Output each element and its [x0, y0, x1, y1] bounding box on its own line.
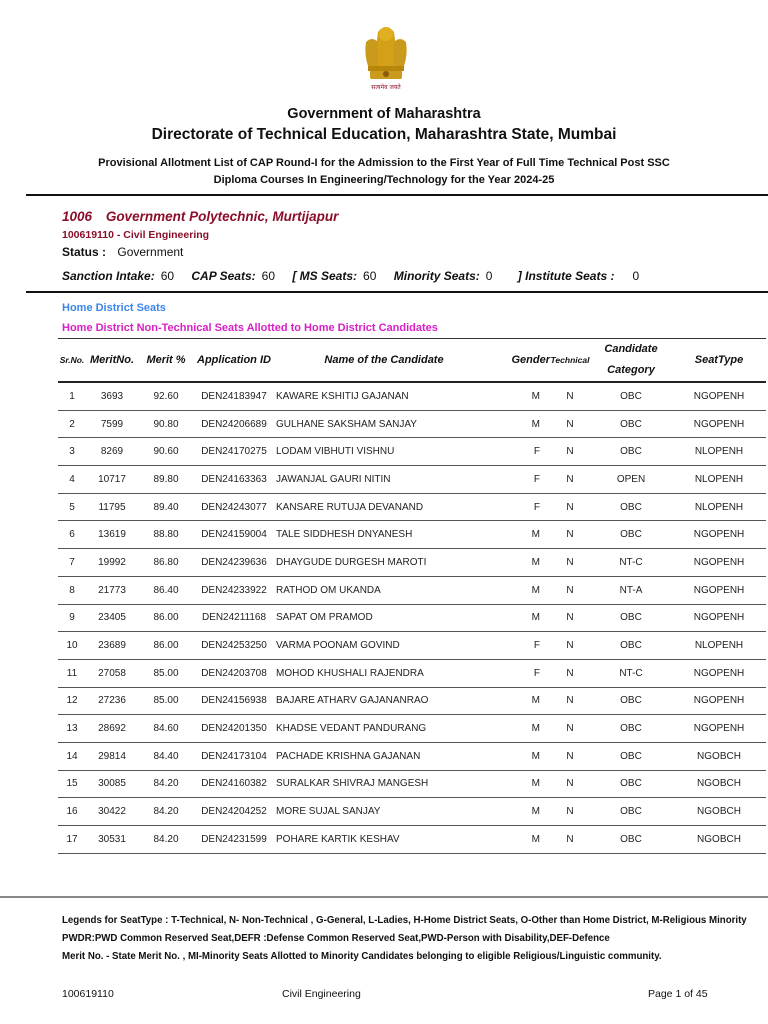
cell-seat-type: NGOPENH: [672, 382, 766, 410]
cell-seat-type: NGOPENH: [672, 604, 766, 632]
cell-seat-type: NGOPENH: [672, 576, 766, 604]
cell-category: OBC: [590, 521, 672, 549]
table-row: [58, 410, 766, 438]
cell-srno: 1: [58, 382, 86, 410]
cell-seat-type: NGOPENH: [672, 410, 766, 438]
col-technical: Technical: [550, 339, 590, 383]
cell-merit-pct: 84.20: [138, 798, 194, 826]
cell-seat-type: NGOBCH: [672, 798, 766, 826]
table-row: [58, 466, 766, 494]
cell-seat-type: NLOPENH: [672, 466, 766, 494]
cell-candidate-name: MOHOD KHUSHALI RAJENDRA: [274, 659, 494, 687]
cell-merit-no: 21773: [86, 576, 138, 604]
cell-srno: 10: [58, 632, 86, 660]
cell-technical: N: [550, 742, 590, 770]
cell-gender: F: [494, 493, 550, 521]
table-row: [58, 604, 766, 632]
cell-technical: N: [550, 466, 590, 494]
ms-seats-value: 60: [363, 269, 377, 283]
col-category: [590, 339, 672, 383]
cell-gender: M: [494, 410, 550, 438]
cell-merit-pct: 88.80: [138, 521, 194, 549]
cell-seat-type: NGOPENH: [672, 715, 766, 743]
section-divider: [26, 291, 768, 293]
col-candidate-name: Name of the Candidate: [274, 339, 494, 383]
sanction-intake-label: Sanction Intake:: [62, 269, 155, 283]
cell-merit-no: 28692: [86, 715, 138, 743]
sanction-intake-value: 60: [160, 269, 175, 283]
table-row: [58, 687, 766, 715]
status-label: Status :: [62, 245, 107, 259]
page-number: Page 1 of 45: [648, 988, 708, 1000]
cell-candidate-name: KAWARE KSHITIJ GAJANAN: [274, 382, 494, 410]
cell-gender: F: [494, 438, 550, 466]
table-row: [58, 798, 766, 826]
table-row: [58, 493, 766, 521]
cell-srno: 2: [58, 410, 86, 438]
subtitle-line-1: Provisional Allotment List of CAP Round-I for the Admission to the First Year of Full Time Technical Post SSC: [98, 157, 670, 169]
cell-srno: 15: [58, 770, 86, 798]
cell-seat-type: NGOPENH: [672, 521, 766, 549]
cell-candidate-name: KHADSE VEDANT PANDURANG: [274, 715, 494, 743]
cell-technical: N: [550, 438, 590, 466]
cell-merit-no: 30531: [86, 826, 138, 854]
col-category-line1: Candidate: [604, 343, 658, 355]
col-category-line2: Category: [607, 364, 655, 376]
cell-category: OBC: [590, 438, 672, 466]
cell-candidate-name: MORE SUJAL SANJAY: [274, 798, 494, 826]
cell-application-id: DEN24211168: [194, 604, 274, 632]
cell-srno: 16: [58, 798, 86, 826]
cell-merit-no: 13619: [86, 521, 138, 549]
cell-technical: N: [550, 410, 590, 438]
allotment-table: [58, 338, 766, 854]
cell-technical: N: [550, 604, 590, 632]
cell-candidate-name: SAPAT OM PRAMOD: [274, 604, 494, 632]
cell-gender: F: [494, 632, 550, 660]
cell-seat-type: NLOPENH: [672, 438, 766, 466]
cell-seat-type: NGOBCH: [672, 826, 766, 854]
cell-application-id: DEN24206689: [194, 410, 274, 438]
institute-name: Government Polytechnic, Murtijapur: [105, 209, 339, 224]
table-row: [58, 826, 766, 854]
cell-gender: F: [494, 659, 550, 687]
cell-merit-no: 8269: [86, 438, 138, 466]
table-row: [58, 659, 766, 687]
cell-category: OBC: [590, 742, 672, 770]
cell-candidate-name: JAWANJAL GAURI NITIN: [274, 466, 494, 494]
cell-application-id: DEN24160382: [194, 770, 274, 798]
cell-technical: N: [550, 549, 590, 577]
cell-application-id: DEN24159004: [194, 521, 274, 549]
table-row: [58, 382, 766, 410]
cell-seat-type: NLOPENH: [672, 632, 766, 660]
cell-application-id: DEN24170275: [194, 438, 274, 466]
cell-candidate-name: PACHADE KRISHNA GAJANAN: [274, 742, 494, 770]
cell-application-id: DEN24233922: [194, 576, 274, 604]
table-header-row: [58, 339, 766, 383]
cell-merit-pct: 84.60: [138, 715, 194, 743]
cell-merit-pct: 86.80: [138, 549, 194, 577]
col-seat-type: SeatType: [672, 339, 766, 383]
institute-seats-value: 0: [632, 269, 640, 283]
cell-merit-no: 19992: [86, 549, 138, 577]
cell-candidate-name: TALE SIDDHESH DNYANESH: [274, 521, 494, 549]
cell-gender: M: [494, 382, 550, 410]
cell-srno: 6: [58, 521, 86, 549]
cell-gender: F: [494, 466, 550, 494]
cell-category: OBC: [590, 687, 672, 715]
cap-seats-label: CAP Seats:: [191, 269, 256, 283]
cell-category: OPEN: [590, 466, 672, 494]
document-subtitle: [60, 155, 708, 189]
cell-candidate-name: SURALKAR SHIVRAJ MANGESH: [274, 770, 494, 798]
directorate-title: Directorate of Technical Education, Maharashtra State, Mumbai: [151, 126, 617, 143]
cell-technical: N: [550, 715, 590, 743]
minority-seats-label: Minority Seats:: [393, 269, 480, 283]
cell-technical: N: [550, 632, 590, 660]
cell-application-id: DEN24163363: [194, 466, 274, 494]
cell-merit-no: 27058: [86, 659, 138, 687]
cell-gender: M: [494, 770, 550, 798]
cell-application-id: DEN24231599: [194, 826, 274, 854]
section-subtitle: Home District Non-Technical Seats Allotted to Home District Candidates: [62, 322, 438, 334]
cell-technical: N: [550, 770, 590, 798]
cell-merit-no: 23405: [86, 604, 138, 632]
table-row: [58, 742, 766, 770]
cell-merit-no: 30085: [86, 770, 138, 798]
cell-srno: 7: [58, 549, 86, 577]
cell-merit-no: 29814: [86, 742, 138, 770]
cell-technical: N: [550, 826, 590, 854]
cell-technical: N: [550, 521, 590, 549]
cell-category: OBC: [590, 632, 672, 660]
cell-merit-pct: 84.20: [138, 770, 194, 798]
svg-text:सत्यमेव जयते: सत्यमेव जयते: [371, 84, 401, 91]
footer-course-code: 100619110: [62, 988, 114, 1000]
col-merit-pct: Merit %: [138, 339, 194, 383]
cell-technical: N: [550, 687, 590, 715]
cell-application-id: DEN24243077: [194, 493, 274, 521]
cell-srno: 17: [58, 826, 86, 854]
institute-heading: [62, 209, 348, 224]
cell-gender: M: [494, 798, 550, 826]
ashoka-emblem-icon: [356, 18, 416, 92]
cell-gender: M: [494, 604, 550, 632]
legend-line-3: Merit No. - State Merit No. , MI-Minority Seats Allotted to Minority Candidates belonging to eligible Religious/Linguistic community.: [62, 951, 662, 962]
cell-merit-no: 30422: [86, 798, 138, 826]
cell-category: OBC: [590, 826, 672, 854]
cell-candidate-name: GULHANE SAKSHAM SANJAY: [274, 410, 494, 438]
legend-line-1: Legends for SeatType : T-Technical, N- Non-Technical , G-General, L-Ladies, H-Home District Seats, O-Other than Home District, M-Religious Minority: [62, 915, 747, 926]
cell-gender: M: [494, 521, 550, 549]
cell-application-id: DEN24173104: [194, 742, 274, 770]
cell-merit-pct: 86.00: [138, 632, 194, 660]
table-row: [58, 770, 766, 798]
institute-code: 1006: [62, 209, 93, 224]
col-application-id: Application ID: [194, 339, 274, 383]
cell-merit-pct: 84.40: [138, 742, 194, 770]
cell-category: OBC: [590, 798, 672, 826]
institute-seats-label: ] Institute Seats :: [517, 269, 615, 283]
cell-srno: 8: [58, 576, 86, 604]
cell-application-id: DEN24203708: [194, 659, 274, 687]
cell-merit-pct: 86.40: [138, 576, 194, 604]
cell-merit-no: 11795: [86, 493, 138, 521]
cell-srno: 14: [58, 742, 86, 770]
cell-seat-type: NGOPENH: [672, 549, 766, 577]
cell-merit-no: 23689: [86, 632, 138, 660]
cell-seat-type: NGOPENH: [672, 659, 766, 687]
cell-srno: 11: [58, 659, 86, 687]
institute-status: [62, 245, 183, 259]
cell-category: OBC: [590, 715, 672, 743]
cell-seat-type: NLOPENH: [672, 493, 766, 521]
table-row: [58, 521, 766, 549]
legend: [62, 912, 747, 966]
cell-category: NT-C: [590, 549, 672, 577]
cell-gender: M: [494, 549, 550, 577]
table-row: [58, 576, 766, 604]
cell-srno: 4: [58, 466, 86, 494]
government-title: Government of Maharashtra: [287, 106, 481, 122]
cell-seat-type: NGOBCH: [672, 742, 766, 770]
cell-application-id: DEN24204252: [194, 798, 274, 826]
cell-candidate-name: RATHOD OM UKANDA: [274, 576, 494, 604]
cell-merit-no: 3693: [86, 382, 138, 410]
cell-merit-no: 7599: [86, 410, 138, 438]
footer-divider: [0, 896, 768, 898]
cell-merit-no: 10717: [86, 466, 138, 494]
cell-srno: 9: [58, 604, 86, 632]
table-row: [58, 549, 766, 577]
col-merit-no: MeritNo.: [86, 339, 138, 383]
cell-category: NT-C: [590, 659, 672, 687]
cell-category: NT-A: [590, 576, 672, 604]
cell-candidate-name: VARMA POONAM GOVIND: [274, 632, 494, 660]
cell-merit-pct: 89.40: [138, 493, 194, 521]
cell-technical: N: [550, 576, 590, 604]
seat-summary: [62, 269, 653, 283]
col-gender: Gender: [494, 339, 550, 383]
cell-srno: 13: [58, 715, 86, 743]
cell-merit-pct: 85.00: [138, 659, 194, 687]
cap-seats-value: 60: [261, 269, 275, 283]
col-srno: Sr.No.: [58, 339, 86, 383]
legend-line-2: PWDR:PWD Common Reserved Seat,DEFR :Defense Common Reserved Seat,PWD-Person with Disability,DEF-Defence: [62, 933, 610, 944]
footer-course-name: Civil Engineering: [282, 988, 361, 1000]
cell-srno: 12: [58, 687, 86, 715]
cell-merit-pct: 90.80: [138, 410, 194, 438]
table-row: [58, 715, 766, 743]
cell-candidate-name: POHARE KARTIK KESHAV: [274, 826, 494, 854]
cell-candidate-name: KANSARE RUTUJA DEVANAND: [274, 493, 494, 521]
course-name: 100619110 - Civil Engineering: [62, 229, 210, 241]
cell-application-id: DEN24201350: [194, 715, 274, 743]
subtitle-line-2: Diploma Courses In Engineering/Technology for the Year 2024-25: [213, 174, 555, 186]
cell-category: OBC: [590, 604, 672, 632]
cell-srno: 5: [58, 493, 86, 521]
cell-candidate-name: BAJARE ATHARV GAJANANRAO: [274, 687, 494, 715]
minority-seats-value: 0: [485, 269, 493, 283]
cell-technical: N: [550, 493, 590, 521]
table-row: [58, 438, 766, 466]
cell-technical: N: [550, 798, 590, 826]
cell-merit-pct: 90.60: [138, 438, 194, 466]
cell-category: OBC: [590, 493, 672, 521]
cell-technical: N: [550, 382, 590, 410]
section-title: Home District Seats: [62, 302, 166, 314]
cell-category: OBC: [590, 410, 672, 438]
cell-srno: 3: [58, 438, 86, 466]
cell-category: OBC: [590, 382, 672, 410]
cell-gender: M: [494, 826, 550, 854]
cell-merit-no: 27236: [86, 687, 138, 715]
cell-technical: N: [550, 659, 590, 687]
cell-application-id: DEN24183947: [194, 382, 274, 410]
ms-seats-label: [ MS Seats:: [292, 269, 358, 283]
header-divider: [26, 194, 768, 196]
cell-merit-pct: 85.00: [138, 687, 194, 715]
cell-merit-pct: 86.00: [138, 604, 194, 632]
cell-gender: M: [494, 715, 550, 743]
cell-application-id: DEN24253250: [194, 632, 274, 660]
cell-application-id: DEN24239636: [194, 549, 274, 577]
cell-merit-pct: 92.60: [138, 382, 194, 410]
cell-category: OBC: [590, 770, 672, 798]
cell-candidate-name: DHAYGUDE DURGESH MAROTI: [274, 549, 494, 577]
cell-seat-type: NGOBCH: [672, 770, 766, 798]
table-row: [58, 632, 766, 660]
cell-merit-pct: 89.80: [138, 466, 194, 494]
cell-seat-type: NGOPENH: [672, 687, 766, 715]
status-value: Government: [117, 245, 184, 259]
cell-gender: M: [494, 742, 550, 770]
cell-application-id: DEN24156938: [194, 687, 274, 715]
cell-candidate-name: LODAM VIBHUTI VISHNU: [274, 438, 494, 466]
cell-merit-pct: 84.20: [138, 826, 194, 854]
cell-gender: M: [494, 576, 550, 604]
cell-gender: M: [494, 687, 550, 715]
